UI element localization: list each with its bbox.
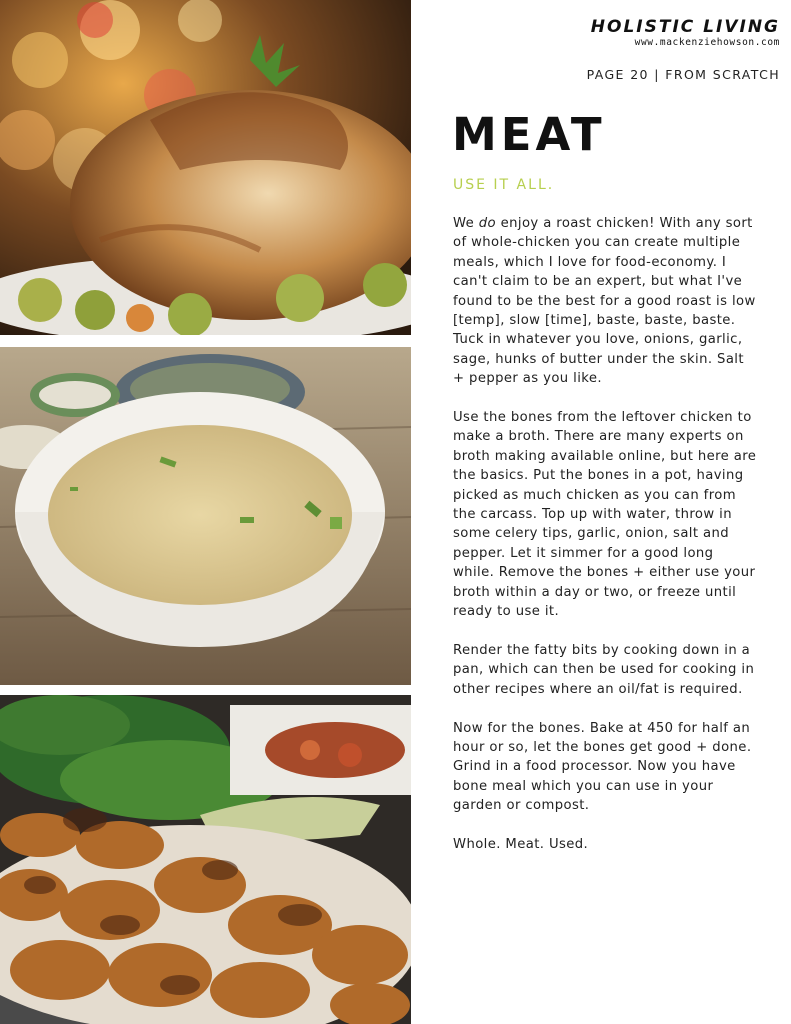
broth-bowl-photo: [0, 347, 411, 685]
paragraph-bone-meal: Now for the bones. Bake at 450 for half an hour or so, let the bones get good + done. Grind in a food processor. Now you have bone meal which you can use in your garden or compost.: [453, 720, 752, 814]
paragraph-closing: Whole. Meat. Used.: [453, 836, 589, 852]
brand-title: HOLISTIC LIVING: [590, 17, 780, 37]
article-body: [453, 214, 757, 874]
brand-block: [591, 17, 780, 49]
paragraph-broth: Use the bones from the leftover chicken to make a broth. There are many experts on broth making available online, but here are the basics. Put the bones in a pot, having picked as much chicken as you can from the carcass. Top up with water, throw in some celery tips, garlic, onion, salt and pepper. Let it simmer for a good long while. Remove the bones + either use your broth within a day or two, or freeze until ready to use it.: [453, 410, 757, 620]
article-subtitle: USE IT ALL.: [453, 177, 555, 193]
brand-url[interactable]: www.mackenziehowson.com: [634, 37, 780, 48]
grilled-chicken-photo: [0, 695, 411, 1024]
article-title: MEAT: [452, 108, 606, 161]
paragraph-roast-chicken: We do enjoy a roast chicken! With any sort of whole-chicken you can create multiple meals, which I love for food-economy. I can't claim to be an expert, but what I've found to be the best for a good roast is low [temp], slow [time], baste, baste, baste. Tuck in whatever you love, onions, garlic, sage, hunks of butter under the skin. Salt + pepper as you like.: [453, 216, 756, 387]
roast-chicken-photo: [0, 0, 411, 335]
page-reference: PAGE 20 | FROM SCRATCH: [586, 67, 780, 82]
emphasis-do: do: [478, 216, 497, 231]
paragraph-render-fat: Render the fatty bits by cooking down in a pan, which can then be used for cooking in other recipes where an oil/fat is required.: [453, 642, 755, 697]
